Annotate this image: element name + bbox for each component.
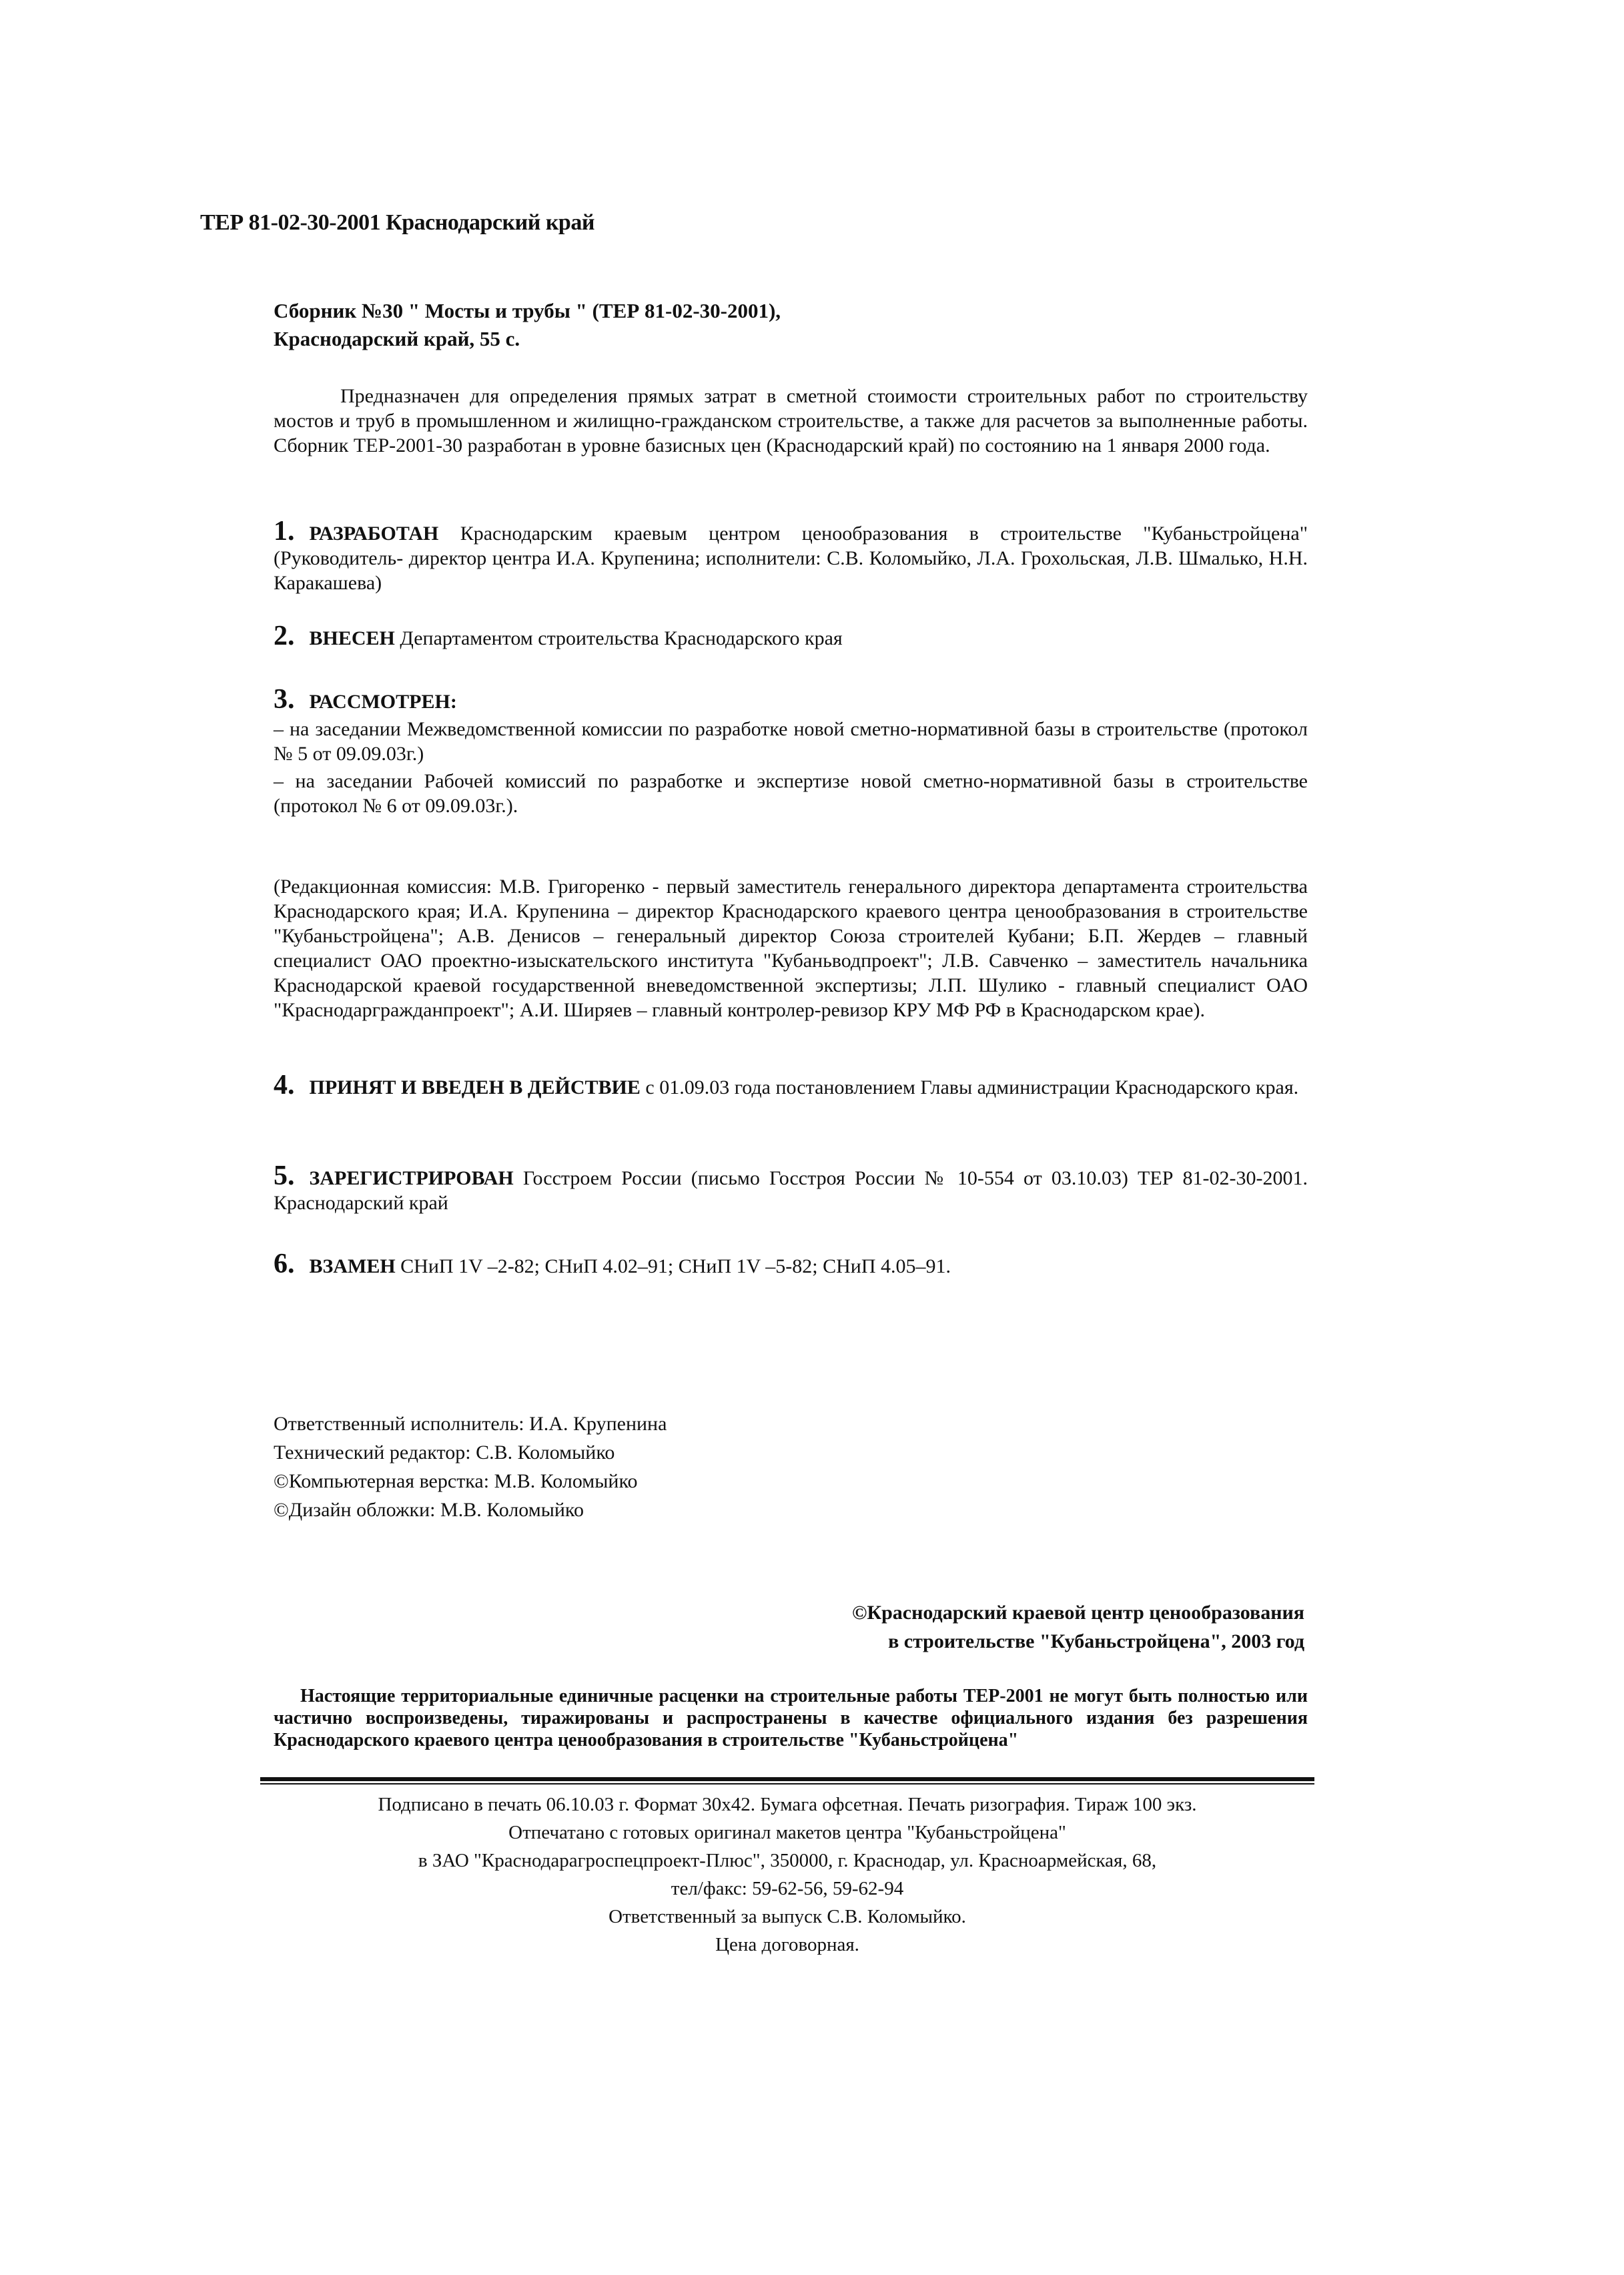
imprint-line3: в ЗАО "Краснодарагроспецпроект-Плюс", 350000, г. Краснодар, ул. Красноармейская, 68, (418, 1850, 1157, 1871)
section-text: Краснодарским краевым центром ценообразования в строительстве "Кубаньстройцена" (Руководитель- директор центра И.А. Крупенина; исполнители: С.В. Коломыйко, Л.А. Грохольская, Л.В. Шмалько, Н.Н. Каракашева) (274, 523, 1308, 594)
credit-cover: ©Дизайн обложки: М.В. Коломыйко (274, 1499, 584, 1521)
divider-thin (260, 1783, 1314, 1784)
section-text: Госстроем России (письмо Госстроя России № 10-554 от 03.10.03) ТЕР 81-02-30-2001. Краснодарский край (274, 1167, 1308, 1214)
imprint-line2: Отпечатано с готовых оригинал макетов центра "Кубаньстройцена" (508, 1822, 1066, 1843)
section-reviewed (274, 684, 1308, 818)
section-registered (274, 1161, 1308, 1215)
section-submitted (274, 621, 1308, 651)
section-number: 4. (274, 1070, 295, 1100)
section-lead: ВНЕСЕН (309, 627, 395, 649)
imprint-line1: Подписано в печать 06.10.03 г. Формат 30х42. Бумага офсетная. Печать ризография. Тираж 100 экз. (378, 1794, 1197, 1815)
section-lead: ВЗАМЕН (309, 1255, 396, 1277)
review-item-1: – на заседании Межведомственной комиссии по разработке новой сметно-нормативной базы в строительстве (протокол № 5 от 09.09.03г.) (274, 718, 1308, 765)
copyright-line2: в строительстве "Кубаньстройцена", 2003 год (888, 1630, 1304, 1652)
credits-block (274, 1409, 667, 1524)
imprint-line6: Цена договорная. (715, 1934, 859, 1955)
section-text: Департаментом строительства Краснодарского края (394, 627, 843, 649)
collection-title-line1: Сборник №30 " Мосты и трубы " (ТЕР 81-02-30-2001), (274, 299, 781, 322)
section-number: 6. (274, 1249, 295, 1279)
review-item-2: – на заседании Рабочей комиссий по разработке и экспертизе новой сметно-нормативной базы в строительстве (протокол № 6 от 09.09.03г.). (274, 770, 1308, 817)
editorial-board: (Редакционная комиссия: М.В. Григоренко - первый заместитель генерального директора департамента строительства Краснодарского края; И.А. Крупенина – директор Краснодарского краевого центра ценообразования в строительстве "Кубаньстройцена"; А.В. Денисов – генеральный директор Союза строителей Кубани; Б.П. Жердев – главный специалист ОАО проектно-изыскательского института "Кубаньводпроект"; Л.В. Савченко – заместитель начальника Краснодарской краевой государственной вневедомственной экспертизы; Л.П. Шулико - главный специалист ОАО "Краснодаргражданпроект"; А.И. Ширяев – главный контролер-ревизор КРУ МФ РФ в Краснодарском крае). (274, 876, 1308, 1021)
section-developed (274, 516, 1308, 595)
section-text: СНиП 1V –2-82; СНиП 4.02–91; СНиП 1V –5-82; СНиП 4.05–91. (395, 1255, 951, 1277)
credit-tech-editor: Технический редактор: С.В. Коломыйко (274, 1441, 615, 1464)
credit-layout: ©Компьютерная верстка: М.В. Коломыйко (274, 1470, 638, 1492)
section-lead: ПРИНЯТ И ВВЕДЕН В ДЕЙСТВИЕ (309, 1076, 641, 1098)
imprint-block (260, 1791, 1314, 1959)
copyright-block (667, 1598, 1304, 1656)
collection-title (274, 297, 781, 353)
section-adopted (274, 1070, 1308, 1100)
section-lead: РАССМОТРЕН: (309, 691, 457, 713)
copyright-line1: ©Краснодарский краевой центр ценообразования (851, 1602, 1304, 1624)
reproduction-notice: Настоящие территориальные единичные расценки на строительные работы ТЕР-2001 не могут быть полностью или частично воспроизведены, тиражированы и распространены в качестве официального издания без разрешения Краснодарского краевого центра ценообразования в строительстве "Кубаньстройцена" (274, 1686, 1308, 1750)
section-lead: РАЗРАБОТАН (309, 523, 439, 545)
section-text: с 01.09.03 года постановлением Главы администрации Краснодарского края. (640, 1076, 1299, 1098)
collection-title-line2: Краснодарский край, 55 с. (274, 327, 520, 350)
section-number: 3. (274, 684, 295, 715)
section-number: 1. (274, 516, 295, 547)
imprint-line4: тел/факс: 59-62-56, 59-62-94 (671, 1878, 904, 1899)
purpose-paragraph: Предназначен для определения прямых затрат в сметной стоимости строительных работ по строительству мостов и труб в промышленном и жилищно-гражданском строительстве, а также для расчетов за выполненные работы. Сборник ТЕР-2001-30 разработан в уровне базисных цен (Краснодарский край) по состоянию на 1 января 2000 года. (274, 385, 1308, 456)
divider-thick (260, 1777, 1314, 1781)
section-lead: ЗАРЕГИСТРИРОВАН (309, 1167, 514, 1189)
imprint-line5: Ответственный за выпуск С.В. Коломыйко. (608, 1906, 966, 1927)
section-number: 5. (274, 1161, 295, 1191)
section-replaces (274, 1249, 1308, 1279)
credit-executor: Ответственный исполнитель: И.А. Крупенина (274, 1413, 667, 1435)
document-header: ТЕР 81-02-30-2001 Краснодарский край (200, 210, 594, 235)
section-number: 2. (274, 621, 295, 651)
